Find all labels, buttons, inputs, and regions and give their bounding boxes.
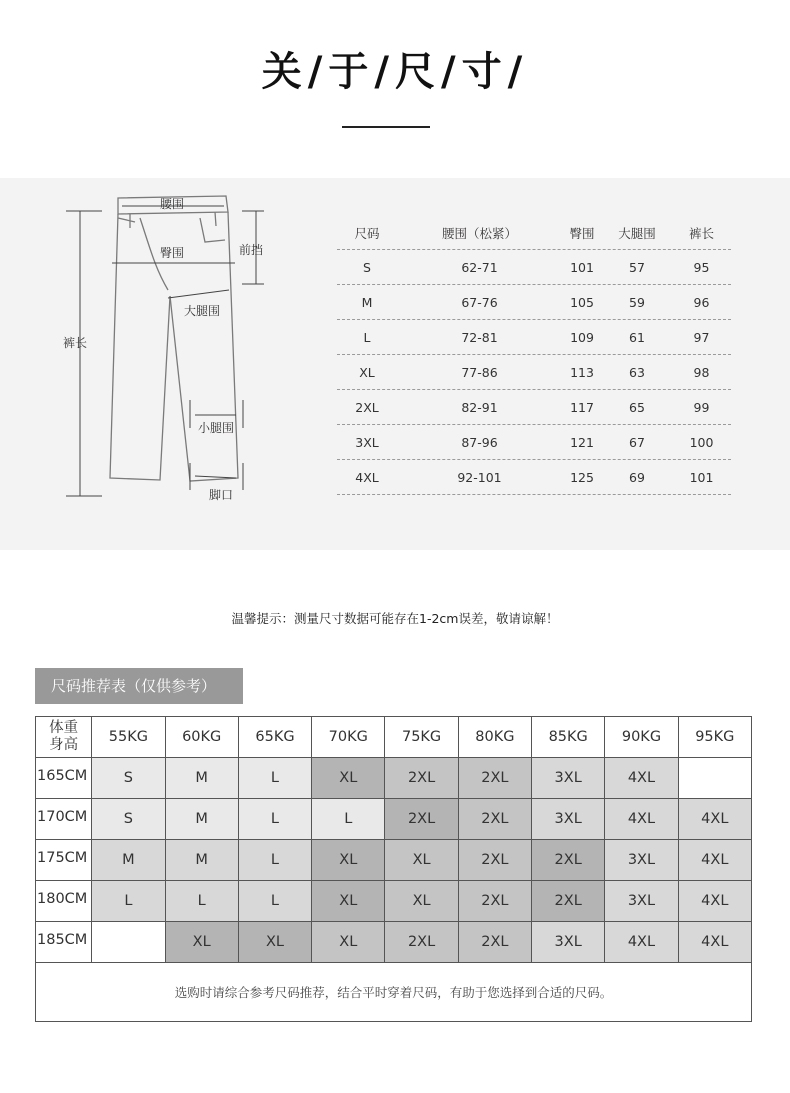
recommended-size: XL [385, 840, 458, 881]
recommended-size: XL [238, 922, 311, 963]
recommended-size: 4XL [678, 881, 751, 922]
cell-length: 97 [693, 329, 710, 345]
recommended-size [92, 922, 165, 963]
recommended-size: M [165, 799, 238, 840]
recommended-size: XL [165, 922, 238, 963]
hip-label: 臀围 [160, 246, 185, 260]
recommended-size: 4XL [605, 799, 678, 840]
corner-weight-label: 体重 [49, 720, 79, 736]
thigh-label: 大腿围 [184, 304, 221, 318]
size-chart-row [337, 425, 731, 460]
recommended-size: 2XL [532, 881, 605, 922]
recommended-size: L [312, 799, 385, 840]
header-size: 尺码 [354, 225, 380, 241]
recommend-heading: 尺码推荐表（仅供参考） [35, 668, 243, 704]
recommended-size: 3XL [532, 799, 605, 840]
knee-label: 小腿围 [198, 421, 235, 435]
recommended-size: L [238, 799, 311, 840]
cell-size: XL [359, 364, 375, 380]
recommended-size: XL [312, 922, 385, 963]
recommended-size: 4XL [678, 840, 751, 881]
cell-waist: 72-81 [461, 329, 498, 345]
height-label: 180CM [36, 881, 92, 922]
cell-thigh: 67 [629, 434, 645, 450]
weight-header: 70KG [312, 717, 385, 758]
height-row [36, 758, 752, 799]
height-row [36, 840, 752, 881]
note-row [36, 963, 752, 1022]
height-label: 185CM [36, 922, 92, 963]
recommended-size: 2XL [458, 799, 531, 840]
cell-waist: 92-101 [457, 469, 502, 485]
corner-height-label: 身高 [49, 737, 79, 753]
pants-illustration [0, 178, 300, 550]
size-chart-table [337, 216, 731, 495]
hem-label: 脚口 [209, 488, 234, 502]
weight-header-row [36, 717, 752, 758]
cell-thigh: 65 [629, 399, 645, 415]
cell-length: 96 [693, 294, 710, 310]
recommended-size: L [238, 758, 311, 799]
recommended-size: M [92, 840, 165, 881]
waist-label: 腰围 [160, 197, 185, 211]
size-chart-header [337, 216, 731, 250]
cell-thigh: 69 [629, 469, 645, 485]
cell-thigh: 59 [629, 294, 645, 310]
weight-header: 55KG [92, 717, 165, 758]
length-label: 裤长 [63, 336, 88, 350]
size-panel [0, 178, 790, 550]
cell-waist: 82-91 [461, 399, 498, 415]
corner-cell [36, 717, 92, 758]
cell-size: S [363, 259, 371, 275]
recommended-size: 3XL [605, 840, 678, 881]
measurement-tip: 温馨提示：测量尺寸数据可能存在1-2cm误差，敬请谅解！ [231, 611, 559, 626]
recommended-size: 4XL [678, 922, 751, 963]
recommended-size: S [92, 799, 165, 840]
cell-hip: 109 [570, 329, 594, 345]
cell-size: 2XL [355, 399, 379, 415]
cell-length: 99 [693, 399, 710, 415]
cell-waist: 87-96 [461, 434, 498, 450]
recommended-size: M [165, 758, 238, 799]
cell-size: M [361, 294, 373, 310]
recommended-size: L [238, 881, 311, 922]
cell-hip: 117 [570, 399, 594, 415]
recommended-size: 4XL [605, 922, 678, 963]
pants-diagram [0, 178, 300, 550]
height-label: 165CM [36, 758, 92, 799]
size-chart-row [337, 390, 731, 425]
recommended-size: 3XL [605, 881, 678, 922]
weight-header: 80KG [458, 717, 531, 758]
recommended-size: 4XL [605, 758, 678, 799]
cell-waist: 67-76 [461, 294, 498, 310]
header-hip: 臀围 [569, 225, 595, 241]
cell-size: L [363, 329, 371, 345]
cell-hip: 101 [570, 259, 594, 275]
weight-header: 65KG [238, 717, 311, 758]
size-chart-row [337, 320, 731, 355]
recommended-size: XL [312, 840, 385, 881]
cell-thigh: 57 [629, 259, 645, 275]
recommended-size: 2XL [458, 922, 531, 963]
height-row [36, 922, 752, 963]
recommend-note: 选购时请综合参考尺码推荐，结合平时穿着尺码，有助于您选择到合适的尺码。 [36, 963, 752, 1022]
recommended-size: 3XL [532, 922, 605, 963]
recommended-size [678, 758, 751, 799]
size-chart-row [337, 460, 731, 495]
size-chart-row [337, 285, 731, 320]
recommended-size: 4XL [678, 799, 751, 840]
size-chart-row [337, 355, 731, 390]
recommended-size: 2XL [458, 758, 531, 799]
recommended-size: XL [312, 758, 385, 799]
cell-length: 98 [693, 364, 710, 380]
cell-hip: 105 [570, 294, 594, 310]
header-waist: 腰围（松紧） [441, 225, 517, 241]
recommended-size: L [92, 881, 165, 922]
weight-header: 60KG [165, 717, 238, 758]
recommended-size: XL [312, 881, 385, 922]
height-row [36, 799, 752, 840]
recommended-size: L [238, 840, 311, 881]
cell-hip: 113 [570, 364, 594, 380]
header-length: 裤长 [688, 225, 714, 241]
cell-length: 100 [689, 434, 714, 450]
size-chart-row [337, 250, 731, 285]
cell-hip: 125 [570, 469, 594, 485]
recommended-size: XL [385, 881, 458, 922]
cell-hip: 121 [570, 434, 594, 450]
cell-thigh: 63 [629, 364, 645, 380]
cell-thigh: 61 [629, 329, 645, 345]
recommended-size: 2XL [458, 840, 531, 881]
title-underline [342, 126, 430, 128]
cell-waist: 62-71 [461, 259, 498, 275]
recommended-size: S [92, 758, 165, 799]
page-title: 关/于/尺/寸/ [261, 49, 529, 95]
front-rise-label: 前挡 [239, 243, 264, 257]
weight-header: 85KG [532, 717, 605, 758]
recommended-size: 2XL [385, 758, 458, 799]
recommended-size: M [165, 840, 238, 881]
cell-size: 3XL [355, 434, 379, 450]
recommended-size: 2XL [385, 922, 458, 963]
recommended-size: 3XL [532, 758, 605, 799]
weight-header: 95KG [678, 717, 751, 758]
weight-header: 75KG [385, 717, 458, 758]
cell-size: 4XL [355, 469, 379, 485]
weight-header: 90KG [605, 717, 678, 758]
height-row [36, 881, 752, 922]
header-thigh: 大腿围 [618, 225, 656, 241]
size-recommend-table [35, 716, 752, 1022]
height-label: 175CM [36, 840, 92, 881]
recommended-size: 2XL [385, 799, 458, 840]
cell-length: 101 [689, 469, 714, 485]
recommended-size: 2XL [532, 840, 605, 881]
recommended-size: L [165, 881, 238, 922]
cell-waist: 77-86 [461, 364, 498, 380]
cell-length: 95 [693, 259, 710, 275]
recommended-size: 2XL [458, 881, 531, 922]
height-label: 170CM [36, 799, 92, 840]
